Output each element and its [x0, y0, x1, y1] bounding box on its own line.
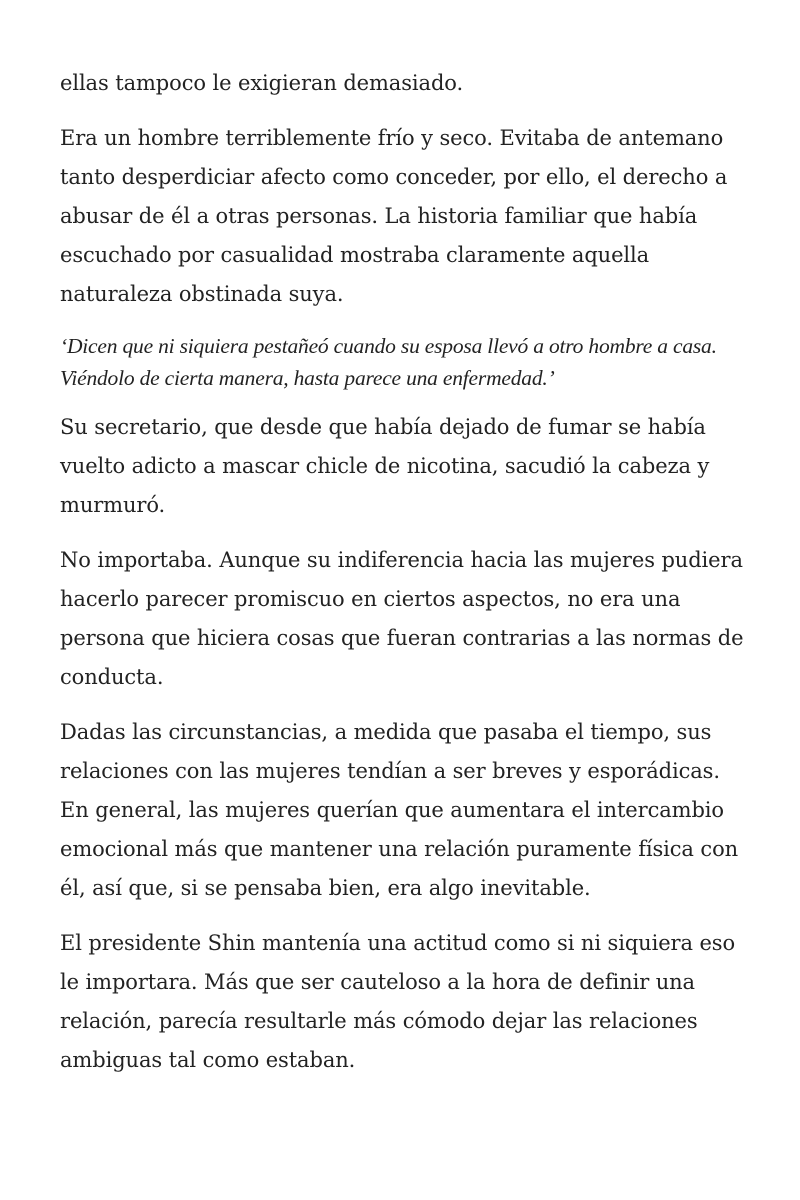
paragraph-2: Era un hombre terriblemente frío y seco. Evitaba de antemano tanto desperdiciar afecto como conceder, por ello, el derecho a abusar de él a otras personas. La historia familiar que había escuchado por casualidad mostraba claramente aquella naturaleza obstinada suya. [60, 126, 728, 306]
paragraph-3: Su secretario, que desde que había dejado de fumar se había vuelto adicto a mascar chicle de nicotina, sacudió la cabeza y murmuró. [60, 415, 710, 517]
paragraph-1: ellas tampoco le exigieran demasiado. [60, 71, 464, 95]
paragraph-4: No importaba. Aunque su indiferencia hacia las mujeres pudiera hacerlo parecer promiscuo en ciertos aspectos, no era una persona que hiciera cosas que fueran contrarias a las normas de conducta. [60, 548, 744, 689]
document-page [60, 64, 750, 1096]
quote-paragraph: ‘Dicen que ni siquiera pestañeó cuando su esposa llevó a otro hombre a casa. Viéndolo de cierta manera, hasta parece una enfermedad.’ [60, 334, 717, 390]
paragraph-5: Dadas las circunstancias, a medida que pasaba el tiempo, sus relaciones con las mujeres tendían a ser breves y esporádicas. En general, las mujeres querían que aumentara el intercambio emocional más que mantener una relación puramente física con él, así que, si se pensaba bien, era algo inevitable. [60, 720, 739, 900]
paragraph-6: El presidente Shin mantenía una actitud como si ni siquiera eso le importara. Más que ser cauteloso a la hora de definir una relación, parecía resultarle más cómodo dejar las relaciones ambiguas tal como estaban. [60, 931, 736, 1072]
